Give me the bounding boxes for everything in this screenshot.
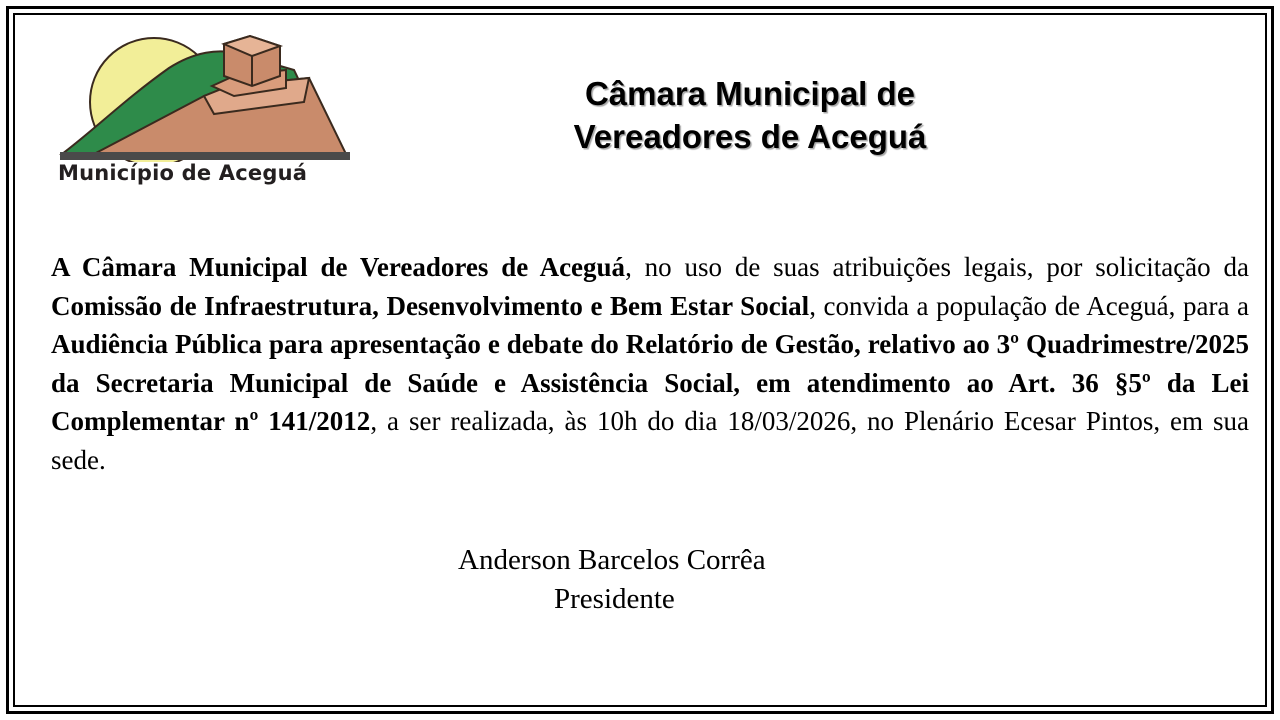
page-title bbox=[500, 72, 1000, 158]
body-segment-4: Audiência Pública para apresentação e debate do Relatório de Gestão, relativo ao 3º Quadrimestre/2025 da Secretaria Municipal de Saúde e Assistência Social, em atendimento ao Art. 36 §5º da Lei Complementar nº 141/2012 bbox=[51, 329, 1249, 437]
signatory-name: Anderson Barcelos Corrêa bbox=[458, 544, 766, 576]
notice-paragraph bbox=[51, 248, 1249, 480]
body-segment-3: , convida a população de Aceguá, para a bbox=[809, 290, 1249, 321]
body-segment-0: A Câmara Municipal de Vereadores de Aceguá bbox=[51, 252, 626, 282]
mountain-sun-icon bbox=[54, 30, 354, 162]
body-segment-2: Comissão de Infraestrutura, Desenvolvimento e Bem Estar Social bbox=[51, 290, 810, 321]
logo-text: Município de Aceguá bbox=[58, 161, 308, 185]
title-line-2: Vereadores de Aceguá bbox=[573, 118, 927, 155]
body-segment-5: , a ser realizada, às 10h do dia 18/03/2026, no Plenário Ecesar Pintos, em sua sede. bbox=[51, 406, 1249, 475]
body-segment-1: , no uso de suas atribuições legais, por solicitação da bbox=[625, 252, 1249, 282]
municipality-logo bbox=[54, 30, 354, 190]
signatory-role: Presidente bbox=[554, 583, 675, 615]
title-line-1: Câmara Municipal de bbox=[584, 75, 916, 112]
